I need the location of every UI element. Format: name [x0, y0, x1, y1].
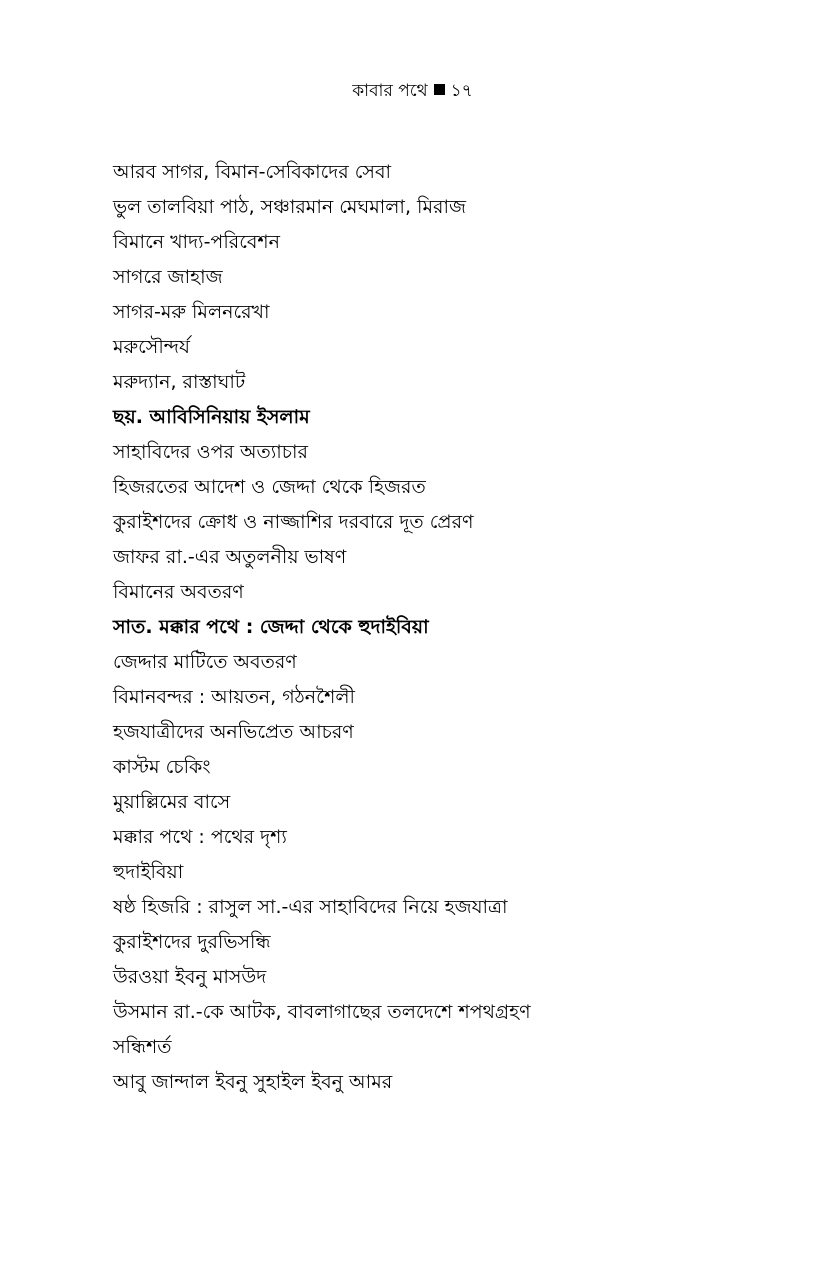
- toc-entry: মুয়াল্লিমের বাসে: [113, 791, 231, 813]
- chapter-heading: ছয়. আবিসিনিয়ায় ইসলাম: [113, 406, 310, 428]
- toc-entry: সন্ধিশর্ত: [113, 1036, 172, 1058]
- toc-entry: হুদাইবিয়া: [113, 861, 184, 883]
- toc-entry: সাগর-মরু মিলনরেখা: [113, 301, 270, 323]
- chapter-heading: সাত. মক্কার পথে : জেদ্দা থেকে হুদাইবিয়া: [113, 616, 429, 638]
- toc-entry: আরব সাগর, বিমান-সেবিকাদের সেবা: [113, 161, 392, 183]
- toc-entry: জেদ্দার মাটিতে অবতরণ: [113, 651, 297, 673]
- toc-entry: মরুদ্যান, রাস্তাঘাট: [113, 371, 246, 393]
- toc-entry: ভুল তালবিয়া পাঠ, সঞ্চারমান মেঘমালা, মিরাজ: [113, 196, 466, 218]
- page-header: [0, 78, 825, 104]
- toc-entry: হজযাত্রীদের অনভিপ্রেত আচরণ: [113, 721, 354, 743]
- page-number: ১৭: [450, 81, 473, 101]
- toc-entry: কুরাইশদের দুরভিসন্ধি: [113, 931, 271, 953]
- toc-entry: ষষ্ঠ হিজরি : রাসুল সা.-এর সাহাবিদের নিয়ে হজযাত্রা: [113, 896, 508, 918]
- toc-entry: সাহাবিদের ওপর অত্যাচার: [113, 441, 308, 463]
- toc-entry: উসমান রা.-কে আটক, বাবলাগাছের তলদেশে শপথগ্রহণ: [113, 1001, 531, 1023]
- toc-entry: বিমানের অবতরণ: [113, 581, 244, 603]
- toc-entry: কুরাইশদের ক্রোধ ও নাজ্জাশির দরবারে দূত প্রেরণ: [113, 511, 474, 533]
- square-bullet-icon: [434, 84, 445, 95]
- toc-entry: আবু জান্দাল ইবনু সুহাইল ইবনু আমর: [113, 1071, 393, 1093]
- toc-entry: মক্কার পথে : পথের দৃশ্য: [113, 826, 287, 848]
- table-of-contents: [113, 155, 753, 1100]
- toc-entry: উরওয়া ইবনু মাসউদ: [113, 966, 267, 988]
- toc-entry: কাস্টম চেকিং: [113, 756, 211, 778]
- toc-entry: হিজরতের আদেশ ও জেদ্দা থেকে হিজরত: [113, 476, 426, 498]
- toc-entry: সাগরে জাহাজ: [113, 266, 223, 288]
- toc-entry: মরুসৌন্দর্য: [113, 336, 190, 358]
- running-title: কাবার পথে: [352, 81, 428, 101]
- toc-entry: বিমানবন্দর : আয়তন, গঠনশৈলী: [113, 686, 355, 708]
- toc-entry: জাফর রা.-এর অতুলনীয় ভাষণ: [113, 546, 347, 568]
- toc-entry: বিমানে খাদ্য-পরিবেশন: [113, 231, 280, 253]
